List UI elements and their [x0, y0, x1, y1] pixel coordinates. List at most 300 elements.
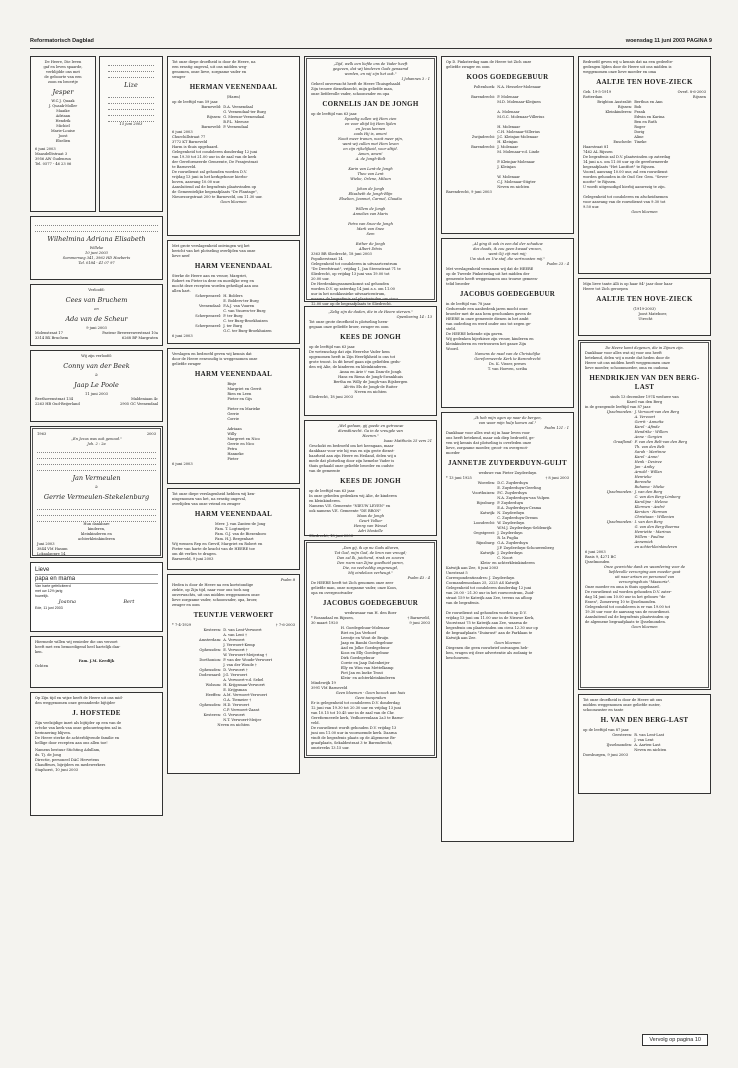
family-name: C. van den Berg-Limberg: [634, 495, 681, 499]
text-line: thuis gehaald onze geliefde broeder en oudste: [309, 464, 394, 468]
text-line: Directie, personeel DAC Hervetens: [35, 758, 100, 762]
family-place: Katwijk:: [480, 511, 496, 515]
kees-church-body2: [309, 494, 432, 504]
text-line: Tot onze droefheid is door de Heere uit ons: [583, 698, 663, 702]
obituary-hendrikjen: [578, 340, 711, 690]
obituary-jannetje-zuyderduyn: [441, 412, 574, 842]
teuntje-died: † 7-6-2003: [275, 623, 295, 627]
text-line: Dirk Goedegebuur: [340, 656, 375, 660]
text-line: Elly en Wim van Mettelkamp: [340, 666, 394, 670]
text-line: Jaap en Bambi Goedegebuur: [340, 641, 393, 645]
text-line: Anna en Arie t' van Dam-de Jongh: [339, 370, 402, 374]
harm-family: [172, 294, 295, 334]
family-name: C. Noort: [497, 556, 513, 560]
text-line: Woord.: [446, 347, 459, 351]
text-line: Elselien: [55, 139, 71, 143]
deceased-name-kees-2: KEES DE JONGH: [340, 477, 401, 485]
text-line: Chauffeurs, bijrijders en medewerkers: [35, 763, 106, 767]
text-line: ven wij kennis dat plotseling is overleden onze: [446, 441, 532, 445]
cornelis-address: [311, 252, 430, 262]
text-line: straat 159 te Katwijk aan Zee, tevens na afloop: [446, 596, 533, 600]
text-line: De rouwdienst zal gehouden worden D.V.: [172, 170, 248, 174]
family-name: Edwin en Karina: [634, 115, 665, 119]
family-name: Berendie: [634, 480, 652, 484]
congrats-text: [35, 584, 158, 599]
obituary-jacobus-goedegebuur: [304, 540, 437, 758]
text-line: gedragen lijden door de Heere uit ons midden is: [583, 65, 672, 69]
harm-friends-body: [172, 542, 295, 557]
cornelis-quote: [311, 62, 430, 77]
text-line: Rien en Leen: [227, 392, 252, 396]
koos-intro: [446, 60, 569, 70]
congrats-title: Lieve: [35, 566, 158, 575]
text-line: U wordt uitgenodigd hierbij aanwezig te zijn.: [583, 185, 666, 189]
family-name: Gerrit - Annetta: [634, 420, 664, 424]
text-line: de Gemeentelijke begraafplaats "De Plantage",: [172, 190, 258, 194]
family-name: J. Molenaar: [497, 145, 519, 149]
text-line: Sterke de Heere aan en vrouw, Margriet,: [172, 274, 248, 278]
text-line: 3844 VM Hasum: [37, 547, 68, 551]
text-line: Lokaalappre 14: [37, 552, 66, 556]
aaltje-nephew-name: [583, 312, 706, 322]
text-line: Namens V.E. Gemeente "NIEUW LEVEN" en: [309, 504, 391, 508]
family-place: Kleinkinderen:: [605, 110, 633, 114]
text-line: verblijdde ons met: [46, 70, 80, 74]
jacobus-church-age: in de leeftijd van 78 jaar.: [446, 302, 492, 306]
text-line: Adriaan: [227, 427, 242, 431]
family-place: Katwijk:: [480, 551, 496, 555]
text-line: Namens de raad van de Christelijke: [474, 352, 541, 356]
jacobus-note2: Geen toespraken: [355, 696, 386, 700]
text-line: Nooit meer tranen, nooit meer pijn,: [338, 137, 403, 141]
text-line: swager: [172, 75, 186, 79]
family-name: Roger: [634, 125, 646, 129]
aaltje-address: [583, 145, 706, 155]
family-name: R. van Lent-Last: [634, 733, 665, 737]
hendrikjen-note: Onze moeder en oma is thuis opgebaard.: [585, 585, 660, 589]
family-name: B.P.L. Meeuse: [223, 120, 249, 124]
text-line: graafplaats, Sekaldestraat 3 te Barendrecht,: [311, 741, 393, 745]
text-line: Karin van Lent-de Jongh: [348, 167, 393, 171]
family-name: Henriette - Marinus: [634, 530, 671, 534]
text-line: crèche van kerk van onze gebouwtrapten zal in: [35, 726, 122, 730]
hendrikjen-age: in de gezegende leeftijd van 87 jaar.: [585, 405, 652, 409]
aaltje-body: [583, 155, 706, 210]
text-line: Uw stok en Uw staf, die vertroosten mij.": [469, 257, 546, 261]
family-place: Veenendaal:: [198, 304, 222, 308]
obituary-koos-goedegebuur: [441, 56, 574, 234]
text-line: Robert en Pieter in deze en moeilijke weg en: [172, 279, 254, 283]
family-place: Oegstgeest:: [473, 531, 496, 535]
deceased-name-aaltje-2: AALTJE TEN HOVE-ZIECK: [596, 295, 693, 303]
family-name: F. van den Belt-van den Berg: [634, 440, 688, 444]
deceased-name-aaltje: AALTJE TEN HOVE-ZIECK: [596, 78, 693, 86]
text-line: vrijdag 13 juni om 11.00 uur in de Nieuwe Kerk,: [446, 616, 535, 620]
text-line: ons heeft betekend, maar ook diep bedroefd, ge-: [446, 436, 535, 440]
teuntje-end: Neven en nichten: [217, 723, 250, 727]
text-line: onverwachts, uit ons midden weggenomen onze: [172, 593, 260, 597]
birth-ad-jesper: [30, 56, 96, 212]
text-line: omstreeks 13.15 uur.: [311, 746, 350, 750]
birth-family: [35, 99, 91, 144]
family-place: Enschede:: [613, 140, 633, 144]
text-line: vrijdag 13 juni in het kerkgebouw hierbo-: [172, 175, 248, 179]
family-name: N. Zuyderduyn: [497, 511, 525, 515]
family-name: G.A. Tiemeier †: [223, 698, 252, 702]
spouse-amp: &: [94, 485, 99, 489]
hendrikjen-intro: [585, 351, 704, 371]
family-name: Jan - Aniky: [634, 465, 655, 469]
congrats-subtitle: papa en mama: [35, 575, 158, 584]
family-place: Rijssen:: [206, 115, 222, 119]
family-name: J.G. Verwoert: [223, 673, 248, 677]
aaltje-died: Overl. 8-6-2003: [677, 90, 706, 94]
family-place: Woerden:: [477, 481, 496, 485]
text-line: sinds 13 december 1974 weduwe van: [610, 395, 679, 399]
family-name: N.T. Verwoert-Meijer: [223, 718, 262, 722]
birth-date-lize: 15 juni 2003: [119, 122, 143, 126]
family-name: Neven en nichten: [497, 185, 530, 189]
engagement-title: Verloofd:: [88, 288, 105, 292]
text-line: heeft met een bemoedigend heel hartelijk dan-: [35, 645, 121, 649]
family-name: A. Aarten-Last: [634, 743, 661, 747]
text-line: De HEERE bekende zijn gaven.: [446, 332, 504, 336]
family-place: IJsselmonden:: [606, 410, 633, 414]
text-line: „Dan gij, ik op nu Gods altoren,: [341, 546, 400, 550]
continued-on-page-link[interactable]: Vervolg op pagina 10: [642, 1034, 708, 1046]
jacobus-died-place: † Barneveld,: [407, 616, 430, 620]
column-4: [441, 56, 574, 1056]
column-1: [30, 56, 163, 1056]
text-line: Geurt Volker: [358, 519, 383, 523]
harm-intro: [172, 244, 295, 259]
text-line: Sommerweg 341, 3962 HD Hoeberts: [62, 256, 131, 260]
column-3: [304, 56, 437, 1056]
text-line: Den roem van Zijne goedheid paren,: [337, 561, 404, 565]
text-line: Aansluitend zal de begrafenis plaatsvinden op: [585, 615, 670, 619]
text-line: verzorgingshuis "Maasoria".: [618, 580, 671, 584]
family-name: A. Verwoert-v.d. Sebel: [223, 678, 264, 682]
text-line: Hans en Riena de Jongh-Swankhuis: [338, 375, 403, 379]
family-place: Rijnsburg:: [476, 541, 496, 545]
jannetje-quote: [446, 416, 569, 426]
aaltje-nephew-intro: [583, 282, 706, 292]
family-name: C. van Vuuren-ter Burg: [223, 309, 266, 313]
family-name: Christiaan - Willenien: [634, 515, 675, 519]
family-name: Dorig: [634, 130, 645, 134]
text-line: De Heere sterke de achterblijvende familie en: [35, 736, 120, 740]
engaged-and: en: [94, 307, 99, 311]
family-name: M. Molenaar-v.d. Linde: [497, 150, 540, 154]
cornelis-age: op de leeftijd van 63 jaar.: [311, 112, 358, 116]
family-name: G. Meeuse-Veenendaal: [223, 115, 265, 119]
text-line: Vooraf, aanvang 10.00 uur, zal een rouwdienst: [583, 170, 668, 174]
text-line: Maas de Jongh: [356, 514, 385, 518]
text-line: van 20.00 - 21.30 uur in het rouwcentrum, Zuid-: [446, 591, 535, 595]
jannetje-place: Katwijk aan Zee, 8 juni 2003: [446, 566, 499, 570]
family-place: IJsselmonden:: [606, 490, 633, 494]
engagement-date: 9 juni 2003: [86, 326, 107, 330]
text-line: van waar mijn hulp komen zal.": [478, 421, 537, 425]
family-name: P. ter Burg: [223, 314, 243, 318]
aaltje-intro: [583, 60, 706, 75]
text-line: 6268 BP Margraten: [121, 336, 158, 340]
kees-church-names: [309, 514, 432, 534]
text-line: 3991 VM Barneveld: [311, 686, 348, 690]
family-name: F.A.J. van Vuuren: [223, 304, 255, 308]
text-line: Mijn lieve tante Alli is op haar 84ᵉ jaar door haar: [583, 282, 673, 286]
family-place: Barneveld:: [201, 105, 222, 109]
teuntje-born: * 7-4-1929: [172, 623, 192, 627]
text-line: Op D. Pinksterdag nam de Heere tot Zich onze: [446, 60, 532, 64]
text-line: moeder: [446, 451, 460, 455]
deceased-name-koos: KOOS GOEDEGEBUUR: [466, 73, 549, 81]
jacobus-church-body: [446, 307, 569, 352]
kees-church-age: op de leeftijd van 63 jaar.: [309, 489, 356, 493]
address-right: [102, 331, 158, 341]
birth-date: 6 juni 2003: [35, 147, 56, 151]
family-place: Scherpenzeel:: [195, 314, 222, 318]
family-name: M.D. Molenaar-Kleijnen: [497, 100, 541, 104]
address-right-2: [120, 397, 158, 407]
family-name: A.M. Verwoert-Verwoert: [223, 693, 268, 697]
family-place: Brighton Australië:: [597, 100, 633, 104]
family-name: W. Zuyderduyn: [497, 521, 525, 525]
baby-nickname: Willeke: [89, 246, 104, 250]
text-line: Churchillstraat 77: [172, 135, 206, 139]
harm-body: [172, 274, 295, 294]
family-name: Karel - Afinde: [634, 425, 660, 429]
family-name: C.J. Molenaar-Stigter: [497, 180, 536, 184]
text-line: Wij wensen Rep en Grevif, Margriet en Robert en: [172, 542, 263, 546]
text-line: Tot onze diepe droefheid is door de Heere, na: [172, 60, 256, 64]
text-line: broeder met de aan hem geschonken gaven de: [446, 312, 532, 316]
text-line: 3956 AW Gudenrun: [35, 157, 71, 161]
text-line: geliefde zwager en oom: [446, 65, 490, 69]
jannetje-intro: [446, 431, 569, 456]
deceased-name-jacobus: JACOBUS GOEDEGEBUUR: [322, 599, 419, 607]
jannetje-body: [446, 586, 569, 641]
herman-family: [172, 105, 295, 130]
text-line: Beethovenstraat 134: [35, 397, 74, 401]
text-line: kleinkinderen en: [81, 532, 112, 536]
text-line: Fam. H.J. Bergenhart: [215, 537, 254, 541]
thanks-place: Ochten: [35, 664, 49, 668]
text-line: veld.: [311, 721, 320, 725]
ad-columns: [30, 56, 712, 1056]
deceased-name-berg: H. VAN DEN BERG-LAST: [600, 716, 689, 724]
family-place: Dodewaard:: [199, 673, 222, 677]
text-line: Sliedrecht, op vrijdag 13 juni van 19.00 tot: [311, 272, 390, 276]
text-line: de geboorte van een: [44, 75, 82, 79]
deceased-name-harm: HARM VEENENDAAL: [194, 262, 273, 270]
family-name: E. Zuyderduyn-Geerling: [497, 486, 542, 490]
text-line: Basis 9, 4271 BC: [585, 555, 617, 559]
text-line: Esther de Jongh: [355, 242, 386, 246]
hofstede-place: Staphorst, 10 juni 2003: [35, 768, 79, 772]
text-line: Willem de Jongh: [355, 207, 386, 211]
text-line: Nieuwzorgstraat 200 te Barneveld, om 11.30 uur.: [172, 195, 263, 199]
text-line: Bisje: [227, 382, 237, 386]
text-line: 2905 GC Veenendaal: [119, 402, 158, 406]
cornelis-poem: [311, 117, 430, 157]
birth-row: [30, 56, 163, 212]
text-line: Pieter: [227, 457, 239, 461]
text-line: Marie-Louise: [50, 129, 76, 133]
text-line: liefdevolle verzorging aan moeder gaat: [608, 570, 681, 574]
cornelis-intro: [311, 82, 430, 97]
text-line: zoon en broertje: [48, 80, 78, 84]
text-line: begrafenis om plaatsvinden om circa 12.30 uur op: [446, 626, 538, 630]
obituary-herman-veenendaal: [167, 56, 300, 236]
text-line: lieve moeder, schoonmoeder, oma en oudoma: [585, 366, 668, 370]
text-line: Riet en Jan Verhoef: [340, 631, 376, 635]
family-place: Graafland:: [613, 440, 633, 444]
text-line: Hanneke: [227, 452, 244, 456]
text-line: juni om 11.00 uur in voornoemde kerk. Daarna: [311, 731, 397, 735]
text-line: lieve zorgzame vader, schoonvader, opa, broer,: [172, 598, 258, 602]
teuntje-family: [172, 628, 295, 723]
text-line: opgenomen heeft in Zijn Heerlijkheid is ons tot: [309, 355, 396, 359]
family-name: I. van den Berg: [634, 520, 663, 524]
text-line: om dit verlies te dragen.: [172, 552, 217, 556]
jacobus-church-quote: [446, 242, 569, 262]
text-line: dag 14 juni om 10.00 uur in het gebouw "de: [585, 595, 666, 599]
hendrikjen-address: [585, 550, 704, 565]
cornelis-ref: I Johannes 3 : 1: [401, 77, 430, 81]
obituary-cornelis-de-jongh: [304, 56, 437, 306]
text-line: Met verslagenheid vernamen wij dat de HEERE: [446, 267, 534, 271]
text-line: Fam. T. Logtmeijer: [215, 527, 250, 531]
jacobus-born-place: * Rosandaal en Rijssen,: [311, 616, 354, 620]
text-line: Pieter van harte de kracht van de HEERE toe: [172, 547, 255, 551]
family-place: Scherpenzeel:: [195, 324, 222, 328]
text-line: begraafplaats "Het Lantfort" te Rijssen.: [583, 165, 656, 169]
harm-date: 6 juni 2003: [172, 334, 193, 338]
text-line: Wij gedenken hijerkieze zijn vrouw, kinderen en: [446, 337, 534, 341]
text-line: Henny van Wessel: [353, 524, 388, 528]
hendrikjen-widow: [585, 395, 704, 405]
text-line: Fam. G.J. van de Biezenboro: [215, 532, 267, 536]
text-line: Amen, amen!: [358, 152, 383, 156]
family-name: Sarah - Martinne: [634, 450, 666, 454]
text-line: ook namens V.E. Gemeente "DE BRON": [309, 509, 382, 513]
text-line: kinderen,: [87, 527, 106, 531]
text-line: Willy: [227, 432, 237, 436]
family-place: [172, 718, 223, 723]
spouse-name-1: Jan Vermeulen: [72, 474, 121, 482]
family-name: Ruhama - Mieke: [634, 485, 665, 489]
jacobus-note: Geen bloemen - Geen bezoek aan huis: [335, 691, 406, 695]
anniversary-address: [37, 542, 156, 557]
text-line: Maldeniaan 4c: [131, 397, 158, 401]
jannetje-end: Geen bloemen: [494, 641, 521, 645]
family-name: Th. van den Belt: [634, 445, 665, 449]
jacobus-church-intro: [446, 267, 569, 287]
kees-church-ref: Isaac Mattheüs 25 vers 21: [383, 439, 432, 443]
family-name: A. Vervoort: [634, 415, 656, 419]
year-start: 1963: [37, 432, 47, 436]
family-name: H. Bolders: [223, 294, 243, 298]
family-name: J. Kleinjan: [497, 165, 516, 169]
text-line: 3314 BX Bruchem: [35, 336, 69, 340]
text-line: Koos en Elly Goedegebuur: [340, 651, 389, 655]
herman-end: Geen bloemen: [220, 200, 247, 204]
family-name: Kersten - Herman: [634, 510, 668, 514]
text-line: Cocmandemoolaan 25, 2225 AS Katwijk: [446, 581, 519, 585]
family-name: A. Verwoert: [223, 638, 245, 642]
text-line: Mark van Snee: [356, 227, 385, 231]
text-line: Die, na veelvuldig ongeneugd,: [342, 566, 399, 570]
text-line: ben, vragen wij deze advertentie als zodanig te: [446, 651, 533, 655]
family-place: IJsselmonden:: [606, 743, 633, 747]
family-name: D. Verwoert †: [223, 668, 248, 672]
text-line: telid broeder: [446, 282, 470, 286]
text-line: In onze gebeden gedenken wij Alie, de kinderen: [309, 494, 397, 498]
family-place: Rijssburg:: [476, 501, 496, 505]
berg-family: [583, 733, 706, 753]
family-name: J.C. Kleinjan-Molenaar: [497, 135, 539, 139]
family-place: Barneveld:: [201, 125, 222, 129]
family-name: J. Verwoert-Kemp: [223, 643, 255, 647]
text-line: Annelies van Maris: [353, 212, 388, 216]
text-line: vindt de begrafenis plaats op de Algemene Be-: [311, 736, 397, 740]
deceased-name-cornelis: CORNELIS JAN DE JONGH: [322, 100, 419, 108]
text-line: ken.: [35, 650, 43, 654]
text-line: Van harte gefeliciteerd: [35, 584, 71, 588]
birth-ad-lize: [99, 56, 163, 212]
text-line: Geheel onverwacht heeft de Heere Thuisgehaald: [311, 82, 401, 86]
engaged-name-1: Cees van Bruchem: [65, 296, 128, 304]
hendrikjen-quote: De Heere komt degenen, die in Zijnen zijn.: [605, 346, 684, 350]
engaged-name-4: Jaap Le Poole: [74, 381, 119, 389]
herman-body: [172, 150, 295, 200]
kees-church-signers: [309, 504, 432, 514]
text-line: Leentje en Wout de Bruijn: [340, 636, 389, 640]
engagement-title-2: Wij zijn verloofd:: [81, 354, 112, 358]
text-line: op de Tweede Pinksterdag uit het midden der: [446, 272, 530, 276]
deceased-name-hendrikjen: HENDRIKJEN VAN DEN BERG-LAST: [589, 374, 700, 391]
engaged-amp: &: [94, 373, 99, 377]
text-line: Ds. K. Visser, preses: [488, 362, 527, 366]
text-line: achterkleinkinderen: [78, 537, 115, 541]
aaltje-died-place: Rijssen: [692, 95, 706, 99]
signature-1: Joanna: [58, 599, 77, 605]
family-name: W.M.J. Zuyderduyn-Seldenrijk: [497, 526, 552, 530]
jannetje-widow: weduwe van Pieter Zuyderduyn: [478, 471, 537, 475]
thanks-text: [35, 640, 158, 655]
obituary-teuntje-verwoert: [167, 574, 300, 774]
aaltje-years: (1919-2003): [633, 307, 656, 311]
family-name: J. ter Burg: [223, 324, 243, 328]
family-name: E. Verwoert †: [223, 648, 248, 652]
text-line: van de gemeente: [309, 469, 341, 473]
text-line: zoals Hij is, amen!: [353, 132, 388, 136]
family-name: P. van der Woude-Verwoert: [223, 658, 273, 662]
text-line: Utrecht: [638, 317, 653, 321]
thanks-ad: [30, 636, 163, 688]
spouse-name-2: Gerrie Vermeulen-Stekelenburg: [43, 493, 150, 501]
text-line: H. Goedegebuur-Molenaar: [340, 626, 390, 630]
family-name: G.A. Zuyderduyn: [497, 541, 528, 545]
text-line: Petra: [227, 447, 238, 451]
text-line: allen hart.: [172, 289, 191, 293]
family-place: Scherpenzeel:: [195, 294, 222, 298]
text-line: Met grote verslagenheid ontvingen wij het: [172, 244, 250, 248]
deceased-name-jannetje: JANNETJE ZUYDERDUYN-GUIJT: [448, 459, 567, 467]
text-line: zwager en oom: [172, 603, 200, 607]
text-line: Corrie: [227, 417, 239, 421]
